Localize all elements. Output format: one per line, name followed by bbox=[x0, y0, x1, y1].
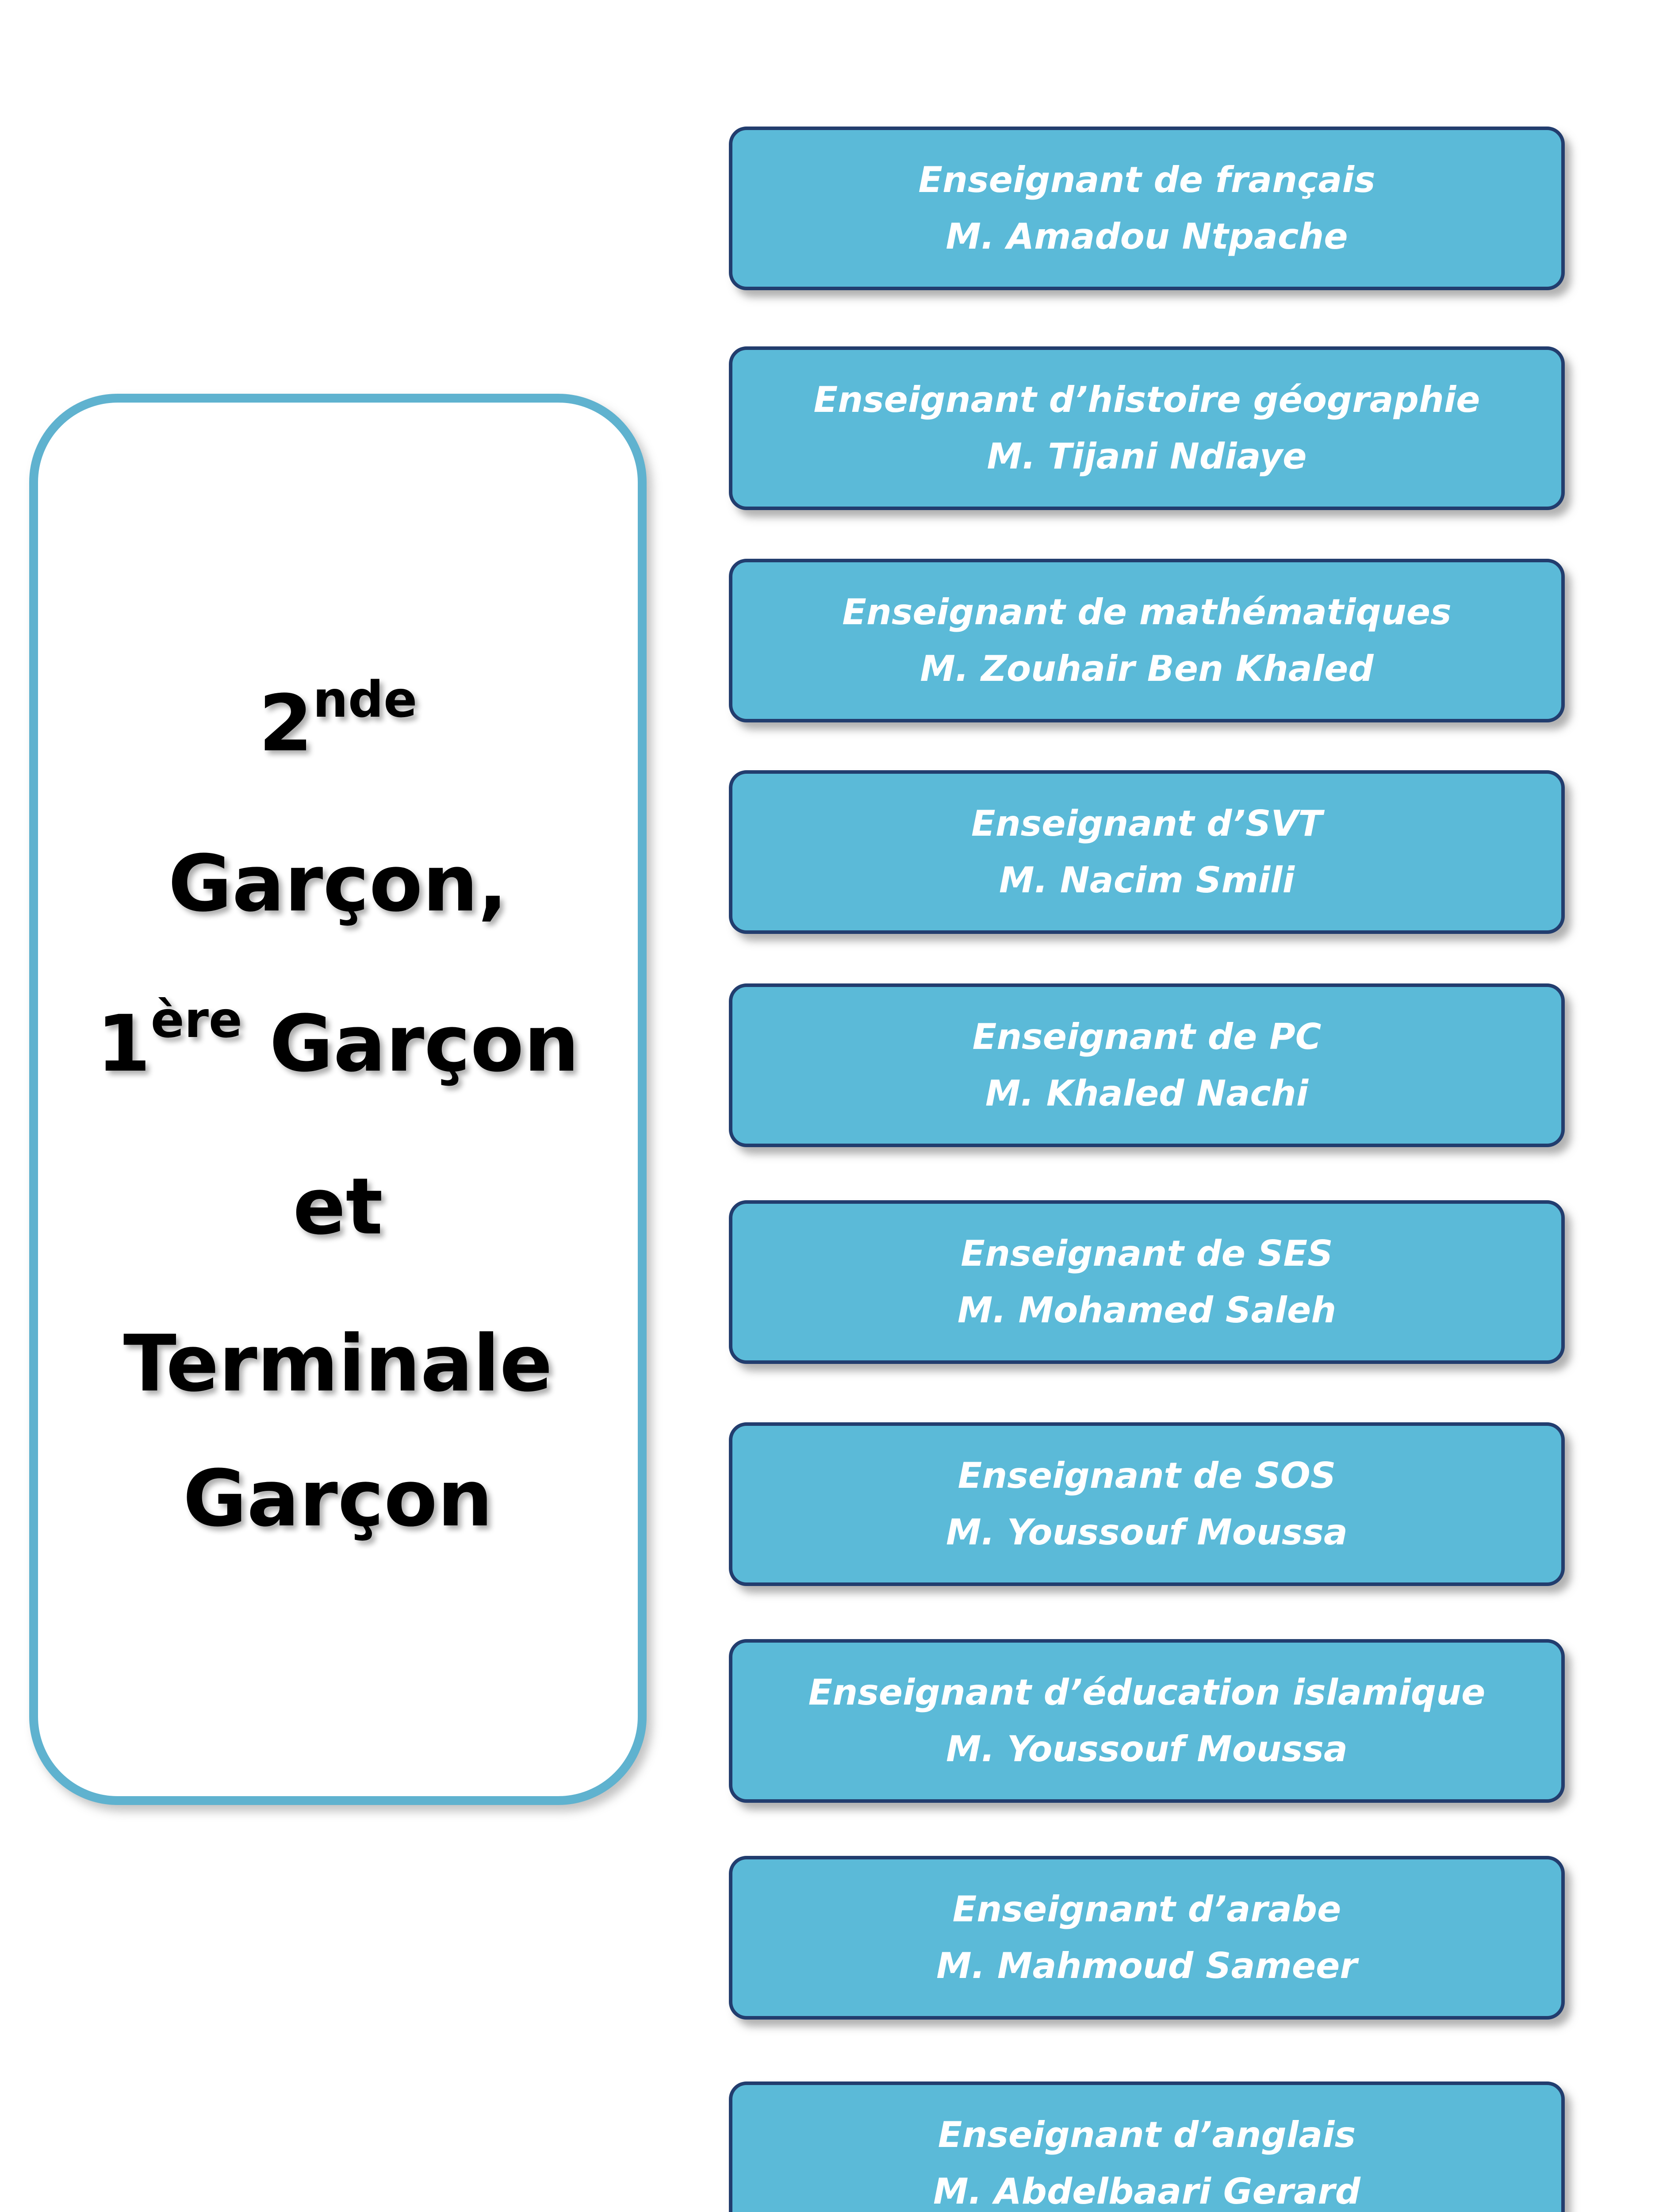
class-title-line-5: Terminale bbox=[123, 1318, 553, 1409]
teacher-name: M. Nacim Smili bbox=[999, 860, 1295, 901]
teacher-name: M. Amadou Ntpache bbox=[946, 216, 1348, 257]
teacher-subject: Enseignant d’éducation islamique bbox=[808, 1672, 1486, 1713]
class-title-line-3 bbox=[38, 991, 638, 1089]
class-level-2nde-suffix: nde bbox=[313, 671, 418, 729]
teacher-subject: Enseignant de SOS bbox=[958, 1455, 1336, 1496]
teacher-card bbox=[729, 346, 1565, 510]
teacher-card bbox=[729, 1422, 1565, 1586]
teacher-card bbox=[729, 127, 1565, 290]
class-box bbox=[29, 394, 647, 1805]
teacher-card bbox=[729, 2081, 1565, 2212]
class-title-line-2: Garçon, bbox=[168, 838, 508, 929]
teacher-name: M. Tijani Ndiaye bbox=[987, 436, 1307, 477]
teacher-subject: Enseignant de SES bbox=[961, 1233, 1333, 1274]
teacher-subject: Enseignant d’SVT bbox=[971, 803, 1322, 844]
teacher-name: M. Khaled Nachi bbox=[985, 1073, 1309, 1114]
teacher-card bbox=[729, 559, 1565, 722]
teacher-subject: Enseignant de PC bbox=[972, 1016, 1322, 1057]
teacher-name: M. Youssouf Moussa bbox=[946, 1728, 1348, 1770]
teacher-name: M. Abdelbaari Gerard bbox=[933, 2171, 1360, 2212]
class-title-line-1 bbox=[38, 671, 638, 769]
teacher-subject: Enseignant d’histoire géographie bbox=[813, 379, 1480, 420]
teacher-subject: Enseignant de français bbox=[918, 159, 1375, 200]
teacher-name: M. Zouhair Ben Khaled bbox=[920, 648, 1374, 689]
teacher-card bbox=[729, 983, 1565, 1147]
class-level-2nde-number: 2 bbox=[258, 678, 313, 769]
teacher-name: M. Youssouf Moussa bbox=[946, 1512, 1348, 1553]
teacher-card bbox=[729, 1856, 1565, 2020]
class-title-line-4: et bbox=[293, 1161, 383, 1252]
teacher-card bbox=[729, 770, 1565, 934]
teacher-subject: Enseignant d’arabe bbox=[952, 1889, 1341, 1930]
class-level-1ere-number: 1 bbox=[96, 998, 151, 1089]
teacher-card bbox=[729, 1200, 1565, 1364]
class-level-1ere-suffix: ère bbox=[150, 991, 242, 1049]
teacher-name: M. Mahmoud Sameer bbox=[936, 1945, 1357, 1986]
teacher-subject: Enseignant d’anglais bbox=[938, 2114, 1356, 2155]
teacher-name: M. Mohamed Saleh bbox=[957, 1290, 1337, 1331]
class-level-1ere-gender: Garçon bbox=[269, 998, 579, 1089]
teacher-card bbox=[729, 1639, 1565, 1803]
teacher-subject: Enseignant de mathématiques bbox=[842, 591, 1452, 633]
class-title-line-6: Garçon bbox=[183, 1453, 493, 1544]
